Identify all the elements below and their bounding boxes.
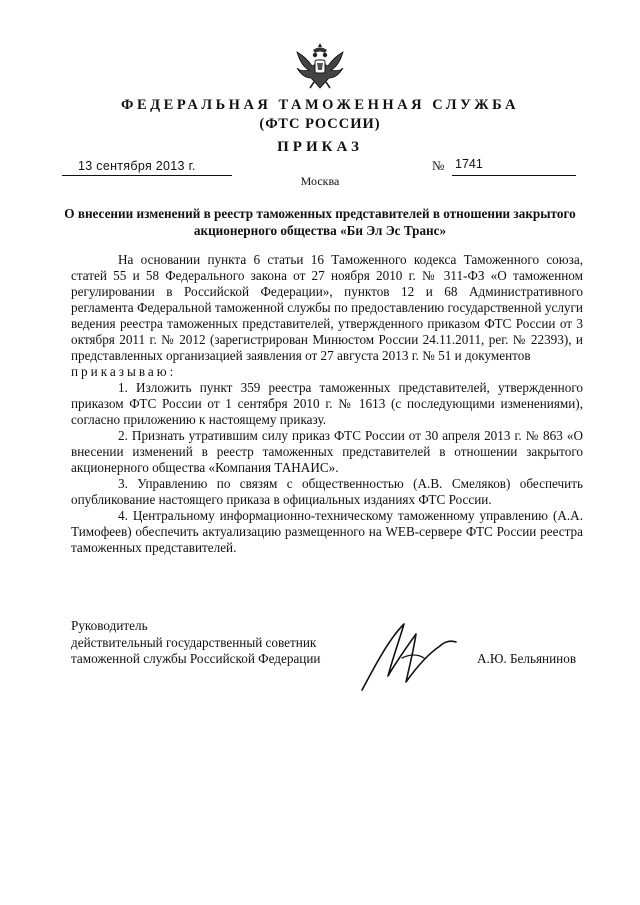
preamble-paragraph: На основании пункта 6 статьи 16 Таможенного кодекса Таможенного союза, статей 55 и 58 Федерального закона от 27 ноября 2010 г. № 311-ФЗ «О таможенном регулировании в Российской Федерации», пунктов 12 и 68 Административного регламента Федеральной таможенной службы по предоставлению государственной услуги ведения реестра таможенных представителей, утвержденного приказом ФТС России от 3 октября 2011 г. № 2012 (зарегистрирован Минюстом России 24.11.2011, рег. № 22393), и представленных организацией заявления от 27 августа 2013 г. № 51 и документов: [71, 252, 583, 363]
document-date: 13 сентября 2013 г.: [78, 159, 196, 173]
signatory-title-line-2: действительный государственный советник: [71, 634, 317, 650]
coat-of-arms-emblem: [291, 38, 349, 94]
document-type-title: ПРИКАЗ: [277, 139, 363, 155]
number-label: №: [432, 158, 445, 173]
organization-title: ФЕДЕРАЛЬНАЯ ТАМОЖЕННАЯ СЛУЖБА: [121, 97, 519, 113]
document-subject: О внесении изменений в реестр таможенных представителей в отношении закрытого акционерного общества «Би Эл Эс Транс»: [64, 206, 576, 238]
document-body: [71, 252, 583, 556]
signatory-title: [71, 618, 320, 668]
organization-short-title: (ФТС РОССИИ): [259, 116, 381, 132]
document-number: 1741: [455, 157, 483, 171]
signatory-name: А.Ю. Бельянинов: [477, 651, 577, 666]
order-item-4: 4. Центральному информационно-техническому таможенному управлению (А.А. Тимофеев) обеспечить актуализацию размещенного на WEB-сервере ФТС России реестра таможенных представителей.: [71, 508, 583, 555]
order-word: приказываю:: [71, 364, 177, 379]
signatory-title-line-1: Руководитель: [71, 618, 148, 633]
signatory-title-line-3: таможенной службы Российской Федерации: [71, 651, 321, 666]
order-item-3: 3. Управлению по связям с общественностью (А.В. Смеляков) обеспечить опубликование настоящего приказа в официальных изданиях ФТС России.: [71, 476, 583, 507]
order-item-2: 2. Признать утратившим силу приказ ФТС России от 30 апреля 2013 г. № 863 «О внесении изменений в реестр таможенных представителей в отношении закрытого акционерного общества «Компания ТАНАИС».: [71, 428, 583, 475]
order-item-1: 1. Изложить пункт 359 реестра таможенных представителей, утвержденного приказом ФТС России от 1 сентября 2010 г. № 1613 (с последующими изменениями), согласно приложению к настоящему приказу.: [71, 380, 583, 427]
document-city: Москва: [300, 174, 340, 188]
handwritten-signature: [344, 618, 484, 696]
